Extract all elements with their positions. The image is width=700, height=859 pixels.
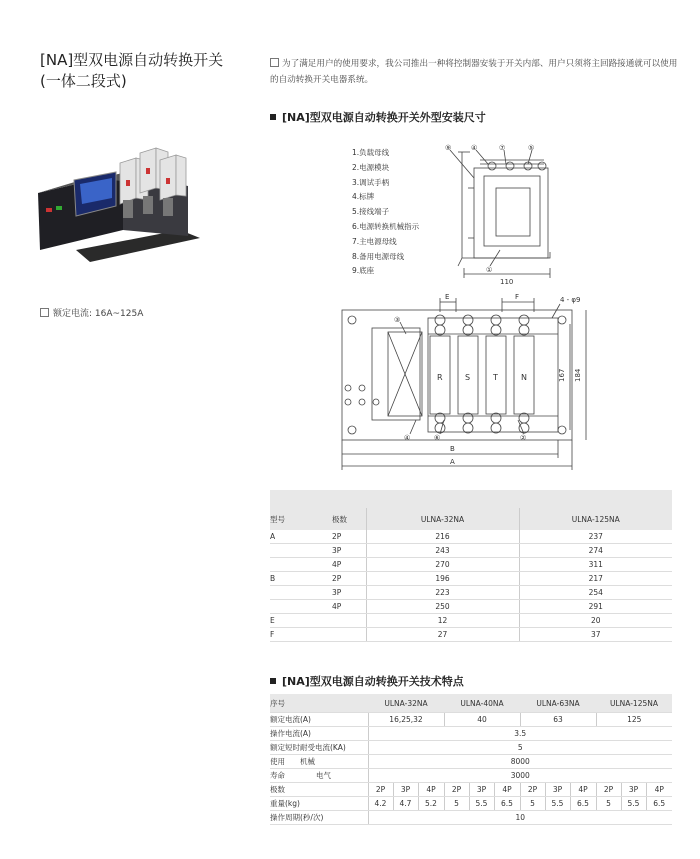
front-callout: ⑥ <box>434 434 441 442</box>
table-row: 寿命 电气 3000 <box>270 769 672 783</box>
side-callout: ⑨ <box>445 144 452 152</box>
section-dimensions-title: [NA]型双电源自动转换开关外型安装尺寸 <box>270 109 486 125</box>
table-row: B 2P 196 217 <box>270 572 672 586</box>
terminal-screw-icon <box>463 423 473 433</box>
terminal-screw-icon <box>519 423 529 433</box>
terminal-screw-icon <box>463 413 473 423</box>
front-view-drawing <box>328 290 598 472</box>
col-ulna32: ULNA-32NA <box>368 694 444 713</box>
dim-e: E <box>445 293 450 301</box>
col-ulna125: ULNA-125NA <box>519 508 672 530</box>
square-bullet-icon <box>270 678 276 684</box>
col-ulna125: ULNA-125NA <box>596 694 672 713</box>
features-table <box>270 694 672 825</box>
terminal-screw-icon <box>463 315 473 325</box>
legend-item: 2.电源模块 <box>352 162 390 172</box>
legend-item: 6.电源转换机械指示 <box>352 221 420 231</box>
dimension-table <box>270 490 672 642</box>
side-dim-110: 110 <box>500 278 514 286</box>
dim-hole: 4 - φ9 <box>560 296 581 304</box>
side-callout: ⑦ <box>499 144 506 152</box>
dim-f: F <box>515 293 520 301</box>
table-row: 重量(kg) 4.2 4.7 5.2 5 5.5 6.5 5 5.5 6.5 5 5.5 6.5 <box>270 797 672 811</box>
terminal-screw-icon <box>435 413 445 423</box>
col-ulna63: ULNA-63NA <box>520 694 596 713</box>
legend-item: 1.负载母线 <box>352 148 390 157</box>
col-index: 序号 <box>270 694 368 713</box>
side-callout: ① <box>486 266 493 274</box>
col-ulna40: ULNA-40NA <box>444 694 520 713</box>
table-row: F 27 37 <box>270 628 672 642</box>
table-row: 额定电流(A) 16,25,32 40 63 125 <box>270 713 672 727</box>
col-poles: 极数 <box>332 508 366 530</box>
table-row: 使用 机械 8000 <box>270 755 672 769</box>
table-row: 额定短时耐受电流(KA) 5 <box>270 741 672 755</box>
legend-item: 8.备用电源母线 <box>352 251 405 261</box>
table-row: 3P 223 254 <box>270 586 672 600</box>
side-callout: ④ <box>471 144 478 152</box>
terminal-screw-icon <box>519 413 529 423</box>
legend-item: 7.主电源母线 <box>352 236 397 246</box>
terminal-screw-icon <box>491 423 501 433</box>
front-callout: ② <box>520 434 527 442</box>
parts-legend <box>352 146 419 279</box>
product-title-line2: (一体二段式) <box>40 72 127 90</box>
col-ulna32: ULNA-32NA <box>366 508 519 530</box>
front-callout: ③ <box>394 316 401 324</box>
terminal-screw-icon <box>519 315 529 325</box>
terminal-screw-icon <box>491 315 501 325</box>
switch-label: R <box>437 373 443 382</box>
intro-paragraph: 为了满足用户的使用要求，我公司推出一种将控制器安装于开关内部、用户只须将主回路接通就可以使用的自动转换开关电器系统。 <box>270 59 678 85</box>
table-row: 4P 250 291 <box>270 600 672 614</box>
terminal-screw-icon <box>519 325 529 335</box>
dim-167: 167 <box>558 368 566 382</box>
table-row: 操作周期(秒/次) 10 <box>270 811 672 825</box>
legend-item: 3.调试手柄 <box>352 177 390 187</box>
product-title <box>40 50 223 92</box>
dim-184: 184 <box>574 368 582 382</box>
side-callout: ⑤ <box>528 144 535 152</box>
bullet-box-icon <box>270 58 279 67</box>
terminal-screw-icon <box>491 325 501 335</box>
terminal-screw-icon <box>491 413 501 423</box>
table-row: 极数 2P 3P 4P 2P 3P 4P 2P 3P 4P 2P 3P 4P <box>270 783 672 797</box>
section-features-title: [NA]型双电源自动转换开关技术特点 <box>270 673 464 689</box>
legend-item: 4.标牌 <box>352 192 375 202</box>
switch-label: S <box>465 373 471 382</box>
table-row: E 12 20 <box>270 614 672 628</box>
terminal-screw-icon <box>435 315 445 325</box>
dim-a: A <box>450 458 455 466</box>
table-row: 4P 270 311 <box>270 558 672 572</box>
table-row: A 2P 216 237 <box>270 530 672 544</box>
switch-columns <box>430 315 534 433</box>
dim-b: B <box>450 445 455 453</box>
product-image <box>28 138 213 268</box>
checkbox-icon <box>40 308 49 317</box>
col-model: 型号 <box>270 508 332 530</box>
terminal-screw-icon <box>463 325 473 335</box>
square-bullet-icon <box>270 114 276 120</box>
switch-label: N <box>521 373 527 382</box>
switch-label: T <box>493 373 498 382</box>
legend-item: 9.底座 <box>352 266 375 276</box>
product-title-line1: [NA]型双电源自动转换开关 <box>40 51 224 69</box>
front-callout: ④ <box>404 434 411 442</box>
rated-current: 额定电流: 16A~125A <box>40 306 143 319</box>
terminal-screw-icon <box>435 325 445 335</box>
legend-item: 5.接线端子 <box>352 207 390 217</box>
terminal-screw-icon <box>435 423 445 433</box>
side-view-drawing <box>440 138 570 288</box>
table-row: 3P 243 274 <box>270 544 672 558</box>
table-row: 操作电流(A) 3.5 <box>270 727 672 741</box>
